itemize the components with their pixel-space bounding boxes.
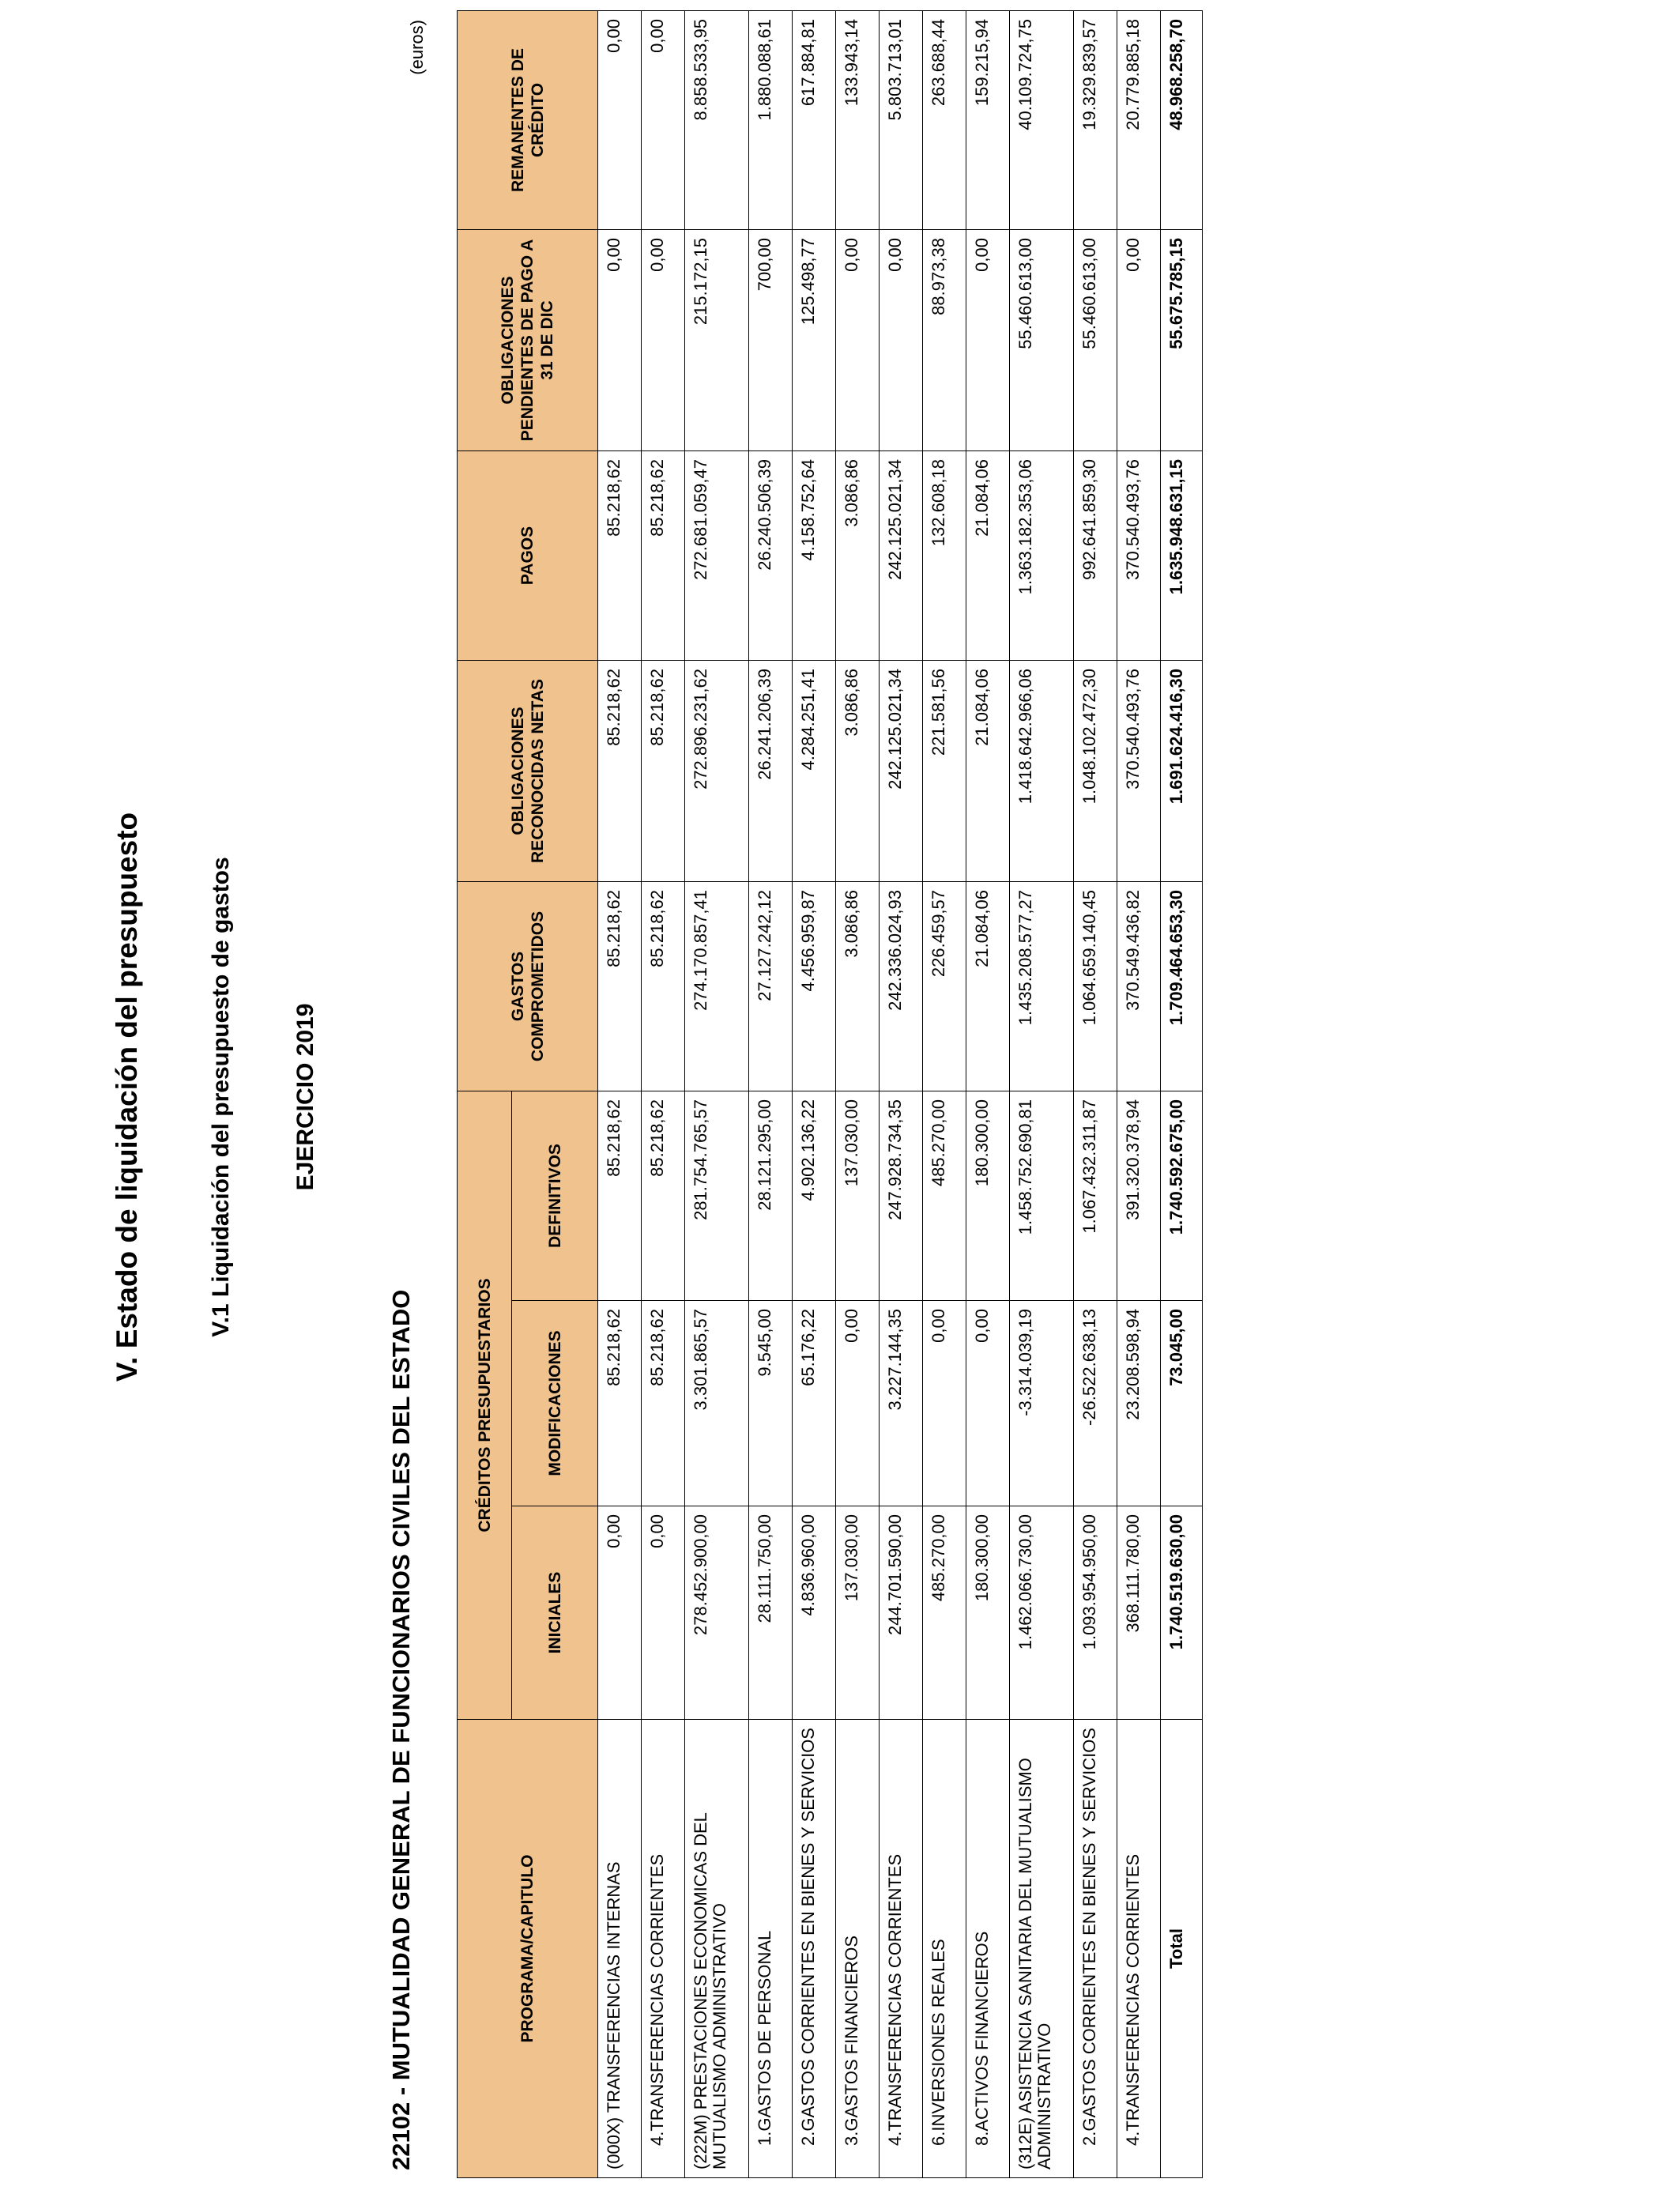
cell-obligaciones: 242.125.021,34: [880, 660, 923, 881]
header-obligaciones: OBLIGACIONES RECONOCIDAS NETAS: [458, 660, 598, 881]
cell-pendientes: 0,00: [836, 229, 880, 450]
row-label: (000X) TRANSFERENCIAS INTERNAS: [598, 1720, 642, 2178]
cell-definitivos: 485.270,00: [923, 1091, 966, 1300]
cell-pendientes: 88.973,38: [923, 229, 966, 450]
header-gastos: GASTOS COMPROMETIDOS: [458, 881, 598, 1091]
row-label: (312E) ASISTENCIA SANITARIA DEL MUTUALISMO ADMINISTRATIVO: [1010, 1720, 1074, 2178]
cell-gastos: 226.459,57: [923, 881, 966, 1091]
cell-modificaciones: 23.208.598,94: [1117, 1301, 1161, 1506]
cell-obligaciones: 370.540.493,76: [1117, 660, 1161, 881]
total-row: [1161, 10, 1203, 2177]
header-pendientes: OBLIGACIONES PENDIENTES DE PAGO A 31 DE DIC: [458, 229, 598, 450]
entity-title: 22102 - MUTUALIDAD GENERAL DE FUNCIONARIOS CIVILES DEL ESTADO: [387, 1289, 415, 2170]
header-pagos: PAGOS: [458, 450, 598, 660]
cell-remanentes: 0,00: [642, 10, 685, 229]
total-label: Total: [1161, 1720, 1203, 2178]
cell-modificaciones: 0,00: [923, 1301, 966, 1506]
cell-obligaciones: 21.084,06: [966, 660, 1010, 881]
cell-pendientes: 0,00: [642, 229, 685, 450]
total-obligaciones: 1.691.624.416,30: [1161, 660, 1203, 881]
cell-obligaciones: 26.241.206,39: [749, 660, 793, 881]
row-label: 2.GASTOS CORRIENTES EN BIENES Y SERVICIOS: [1074, 1720, 1117, 2178]
cell-modificaciones: 65.176,22: [793, 1301, 836, 1506]
table-row: [836, 10, 880, 2177]
table-row: [923, 10, 966, 2177]
cell-pagos: 242.125.021,34: [880, 450, 923, 660]
cell-iniciales: 0,00: [598, 1506, 642, 1720]
row-label: 4.TRANSFERENCIAS CORRIENTES: [642, 1720, 685, 2178]
table-row: [1074, 10, 1117, 2177]
cell-iniciales: 4.836.960,00: [793, 1506, 836, 1720]
cell-iniciales: 244.701.590,00: [880, 1506, 923, 1720]
total-iniciales: 1.740.519.630,00: [1161, 1506, 1203, 1720]
cell-remanentes: 40.109.724,75: [1010, 10, 1074, 229]
cell-remanentes: 5.803.713,01: [880, 10, 923, 229]
budget-table: [457, 10, 1203, 2178]
cell-definitivos: 1.067.432.311,87: [1074, 1091, 1117, 1300]
cell-modificaciones: -26.522.638,13: [1074, 1301, 1117, 1506]
cell-pagos: 4.158.752,64: [793, 450, 836, 660]
cell-pagos: 85.218,62: [598, 450, 642, 660]
cell-pendientes: 0,00: [598, 229, 642, 450]
cell-iniciales: 485.270,00: [923, 1506, 966, 1720]
cell-iniciales: 368.111.780,00: [1117, 1506, 1161, 1720]
total-definitivos: 1.740.592.675,00: [1161, 1091, 1203, 1300]
year-title: EJERCICIO 2019: [292, 1003, 318, 1191]
cell-remanentes: 20.779.885,18: [1117, 10, 1161, 229]
header-definitivos: DEFINITIVOS: [512, 1091, 598, 1300]
cell-pagos: 21.084,06: [966, 450, 1010, 660]
total-pagos: 1.635.948.631,15: [1161, 450, 1203, 660]
cell-obligaciones: 85.218,62: [598, 660, 642, 881]
cell-pendientes: 0,00: [880, 229, 923, 450]
cell-gastos: 242.336.024,93: [880, 881, 923, 1091]
cell-gastos: 3.086,86: [836, 881, 880, 1091]
table-row: [642, 10, 685, 2177]
header-remanentes: REMANENTES DE CRÉDITO: [458, 10, 598, 229]
cell-iniciales: 278.452.900,00: [685, 1506, 749, 1720]
cell-obligaciones: 3.086,86: [836, 660, 880, 881]
cell-gastos: 27.127.242,12: [749, 881, 793, 1091]
cell-obligaciones: 272.896.231,62: [685, 660, 749, 881]
header-creditos-group: CRÉDITOS PRESUPUESTARIOS: [458, 1091, 512, 1719]
cell-gastos: 85.218,62: [598, 881, 642, 1091]
cell-pagos: 1.363.182.353,06: [1010, 450, 1074, 660]
table-row: [598, 10, 642, 2177]
sub-title: V.1 Liquidación del presupuesto de gastos: [208, 857, 234, 1337]
cell-pendientes: 125.498,77: [793, 229, 836, 450]
main-title: V. Estado de liquidación del presupuesto: [111, 812, 143, 1382]
cell-obligaciones: 221.581,56: [923, 660, 966, 881]
cell-obligaciones: 1.418.642.966,06: [1010, 660, 1074, 881]
cell-definitivos: 137.030,00: [836, 1091, 880, 1300]
cell-pendientes: 700,00: [749, 229, 793, 450]
cell-definitivos: 391.320.378,94: [1117, 1091, 1161, 1300]
cell-pagos: 272.681.059,47: [685, 450, 749, 660]
cell-pagos: 26.240.506,39: [749, 450, 793, 660]
cell-gastos: 1.435.208.577,27: [1010, 881, 1074, 1091]
cell-obligaciones: 1.048.102.472,30: [1074, 660, 1117, 881]
cell-remanentes: 8.858.533,95: [685, 10, 749, 229]
row-label: 4.TRANSFERENCIAS CORRIENTES: [1117, 1720, 1161, 2178]
row-label: 4.TRANSFERENCIAS CORRIENTES: [880, 1720, 923, 2178]
cell-definitivos: 85.218,62: [642, 1091, 685, 1300]
cell-definitivos: 85.218,62: [598, 1091, 642, 1300]
cell-gastos: 4.456.959,87: [793, 881, 836, 1091]
header-programa: PROGRAMA/CAPITULO: [458, 1720, 598, 2178]
cell-gastos: 370.549.436,82: [1117, 881, 1161, 1091]
cell-pendientes: 0,00: [966, 229, 1010, 450]
cell-definitivos: 247.928.734,35: [880, 1091, 923, 1300]
header-modificaciones: MODIFICACIONES: [512, 1301, 598, 1506]
row-label: 8.ACTIVOS FINANCIEROS: [966, 1720, 1010, 2178]
cell-pagos: 370.540.493,76: [1117, 450, 1161, 660]
row-label: 2.GASTOS CORRIENTES EN BIENES Y SERVICIOS: [793, 1720, 836, 2178]
cell-iniciales: 28.111.750,00: [749, 1506, 793, 1720]
cell-obligaciones: 85.218,62: [642, 660, 685, 881]
cell-modificaciones: 85.218,62: [642, 1301, 685, 1506]
cell-modificaciones: 85.218,62: [598, 1301, 642, 1506]
cell-modificaciones: 3.301.865,57: [685, 1301, 749, 1506]
cell-iniciales: 0,00: [642, 1506, 685, 1720]
table-row: [966, 10, 1010, 2177]
cell-remanentes: 617.884,81: [793, 10, 836, 229]
cell-definitivos: 4.902.136,22: [793, 1091, 836, 1300]
table-row: [880, 10, 923, 2177]
table-row: [1010, 10, 1074, 2177]
cell-iniciales: 180.300,00: [966, 1506, 1010, 1720]
cell-pagos: 3.086,86: [836, 450, 880, 660]
table-row: [793, 10, 836, 2177]
table-row: [749, 10, 793, 2177]
cell-pendientes: 55.460.613,00: [1074, 229, 1117, 450]
cell-modificaciones: -3.314.039,19: [1010, 1301, 1074, 1506]
cell-remanentes: 19.329.839,57: [1074, 10, 1117, 229]
cell-gastos: 85.218,62: [642, 881, 685, 1091]
cell-gastos: 1.064.659.140,45: [1074, 881, 1117, 1091]
table-row: [685, 10, 749, 2177]
cell-modificaciones: 3.227.144,35: [880, 1301, 923, 1506]
cell-iniciales: 1.093.954.950,00: [1074, 1506, 1117, 1720]
row-label: 3.GASTOS FINANCIEROS: [836, 1720, 880, 2178]
total-remanentes: 48.968.258,70: [1161, 10, 1203, 229]
cell-modificaciones: 0,00: [966, 1301, 1010, 1506]
cell-remanentes: 0,00: [598, 10, 642, 229]
cell-pagos: 992.641.859,30: [1074, 450, 1117, 660]
unit-label: (euros): [407, 20, 427, 75]
table-row: [1117, 10, 1161, 2177]
cell-remanentes: 159.215,94: [966, 10, 1010, 229]
cell-modificaciones: 9.545,00: [749, 1301, 793, 1506]
cell-pendientes: 215.172,15: [685, 229, 749, 450]
row-label: (222M) PRESTACIONES ECONOMICAS DEL MUTUALISMO ADMINISTRATIVO: [685, 1720, 749, 2178]
cell-definitivos: 1.458.752.690,81: [1010, 1091, 1074, 1300]
cell-iniciales: 1.462.066.730,00: [1010, 1506, 1074, 1720]
cell-remanentes: 1.880.088,61: [749, 10, 793, 229]
cell-obligaciones: 4.284.251,41: [793, 660, 836, 881]
cell-pendientes: 55.460.613,00: [1010, 229, 1074, 450]
total-pendientes: 55.675.785,15: [1161, 229, 1203, 450]
cell-gastos: 274.170.857,41: [685, 881, 749, 1091]
row-label: 6.INVERSIONES REALES: [923, 1720, 966, 2178]
total-gastos: 1.709.464.653,30: [1161, 881, 1203, 1091]
cell-iniciales: 137.030,00: [836, 1506, 880, 1720]
cell-remanentes: 263.688,44: [923, 10, 966, 229]
cell-gastos: 21.084,06: [966, 881, 1010, 1091]
cell-pagos: 85.218,62: [642, 450, 685, 660]
total-modificaciones: 73.045,00: [1161, 1301, 1203, 1506]
header-iniciales: INICIALES: [512, 1506, 598, 1720]
row-label: 1.GASTOS DE PERSONAL: [749, 1720, 793, 2178]
cell-modificaciones: 0,00: [836, 1301, 880, 1506]
cell-definitivos: 180.300,00: [966, 1091, 1010, 1300]
cell-definitivos: 28.121.295,00: [749, 1091, 793, 1300]
cell-pagos: 132.608,18: [923, 450, 966, 660]
cell-pendientes: 0,00: [1117, 229, 1161, 450]
cell-definitivos: 281.754.765,57: [685, 1091, 749, 1300]
cell-remanentes: 133.943,14: [836, 10, 880, 229]
